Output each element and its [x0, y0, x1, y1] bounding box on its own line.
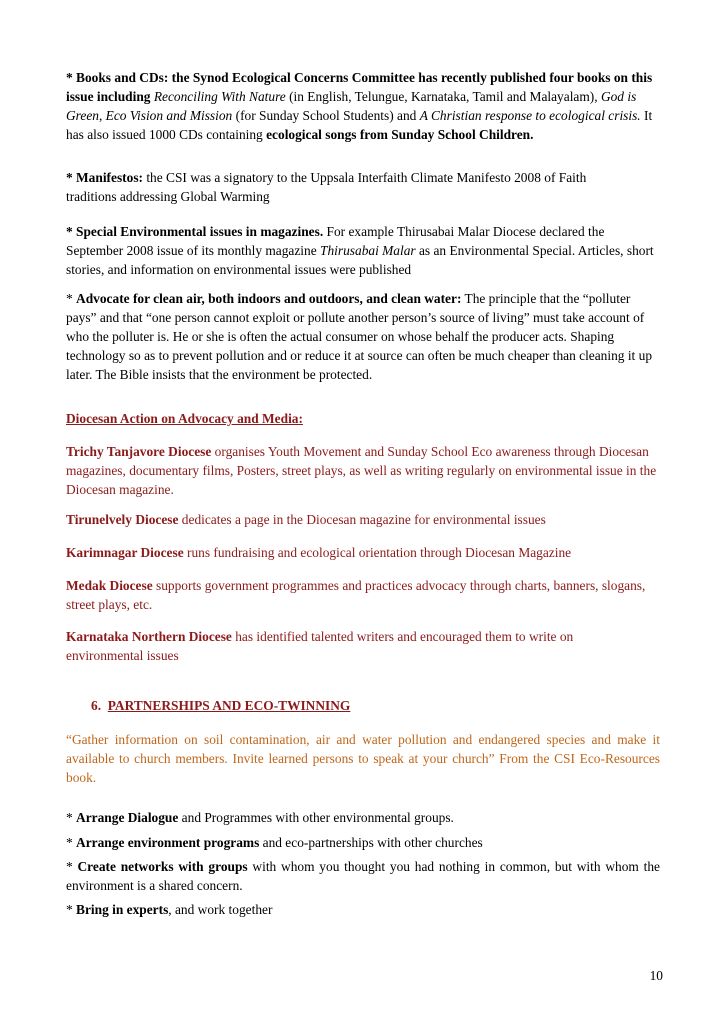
book-title: Eco Vision and Mission [105, 108, 233, 123]
magazines-text: For example Thirusabai Malar Diocese declared the September 2008 issue of its monthly magazine [66, 224, 605, 258]
diocese-item [66, 510, 660, 529]
books-text: It has also issued 1000 CDs containing [66, 108, 653, 142]
diocese-item [66, 576, 660, 614]
diocese-item [66, 627, 646, 665]
diocese-item [66, 442, 660, 499]
books-lead: * Books and CDs: the Synod Ecological Concerns Committee has recently published four books on this issue including [66, 70, 653, 104]
diocese-text: has identified talented writers and encouraged them to write on environmental issues [66, 629, 574, 663]
diocese-name: Trichy Tanjavore Diocese [66, 444, 212, 459]
page-number: 10 [649, 968, 663, 983]
bullet-star: * [66, 810, 77, 825]
diocese-text: dedicates a page in the Diocesan magazine for environmental issues [178, 512, 546, 527]
books-text: (for Sunday School Students) and [232, 108, 420, 123]
advocate-body: The principle that the “polluter pays” and that “one person cannot exploit or pollute another person’s source of living” must take account of who the polluter is. He or she is often the actual consumer on whose behalf the producer acts. Shaping technology so as to prevent pollution and or reduce it at source can often be much cheaper than cleaning it up later. The Bible insists that the environment be protected. [66, 291, 653, 382]
diocese-item [66, 543, 660, 562]
bullet-text: and Programmes with other environmental groups. [178, 810, 454, 825]
bullet-item [66, 857, 660, 895]
bullet-lead: Arrange Dialogue [76, 810, 179, 825]
magazine-title: Thirusabai Malar [320, 243, 416, 258]
bullet-item [66, 900, 660, 919]
magazines-lead: * Special Environmental issues in magazines. [66, 224, 324, 239]
diocese-name: Karimnagar Diocese [66, 545, 184, 560]
bullet-lead: Create networks with groups [77, 859, 248, 874]
bullet-star: * [66, 859, 78, 874]
bullet-item [66, 808, 660, 827]
section-title: PARTNERSHIPS AND ECO-TWINNING [107, 698, 351, 713]
bullet-text: with whom you thought you had nothing in common, but with whom the environment is a shared concern. [66, 859, 660, 893]
bullet-star: * [66, 291, 77, 306]
section-number: 6. [91, 698, 102, 713]
diocesan-heading: Diocesan Action on Advocacy and Media: [66, 411, 303, 426]
advocate-paragraph [66, 289, 660, 384]
books-paragraph [66, 68, 660, 144]
diocese-name: Karnataka Northern Diocese [66, 629, 232, 644]
manifestos-paragraph [66, 168, 606, 206]
books-text: (in English, Telungue, Karnataka, Tamil and Malayalam), [285, 89, 601, 104]
diocese-name: Tirunelvely Diocese [66, 512, 179, 527]
bullet-star: * [66, 835, 77, 850]
manifestos-lead: * Manifestos: [66, 170, 143, 185]
diocese-text: runs fundraising and ecological orientation through Diocesan Magazine [183, 545, 572, 560]
bullet-lead: Bring in experts [76, 902, 169, 917]
book-title: God is Green [66, 89, 637, 123]
diocese-name: Medak Diocese [66, 578, 153, 593]
magazines-paragraph [66, 222, 660, 279]
books-text: , [98, 108, 106, 123]
diocese-text: supports government programmes and practices advocacy through charts, banners, slogans, street plays, etc. [66, 578, 646, 612]
advocate-lead: Advocate for clean air, both indoors and outdoors, and clean water: [76, 291, 462, 306]
magazines-text: as an Environmental Special. Articles, short stories, and information on environmental issues were published [66, 243, 654, 277]
bullet-item [66, 833, 660, 852]
diocese-text: organises Youth Movement and Sunday School Eco awareness through Diocesan magazines, documentary films, Posters, street plays, as well as writing regularly on environmental issue in the Diocesan magazine. [66, 444, 657, 497]
manifestos-body: the CSI was a signatory to the Uppsala Interfaith Climate Manifesto 2008 of Faith traditions addressing Global Warming [66, 170, 587, 204]
bullet-lead: Arrange environment programs [76, 835, 260, 850]
books-cds: ecological songs from Sunday School Children. [266, 127, 534, 142]
eco-resources-quote: “Gather information on soil contamination, air and water pollution and endangered species and make it available to church members. Invite learned persons to speak at your church” From the CSI Eco-Resources book. [66, 732, 660, 785]
bullet-text: , and work together [168, 902, 273, 917]
bullet-star: * [66, 902, 77, 917]
book-title: Reconciling With Nature [153, 89, 286, 104]
section-6-heading [91, 696, 491, 715]
book-title: A Christian response to ecological crisis. [419, 108, 641, 123]
bullet-text: and eco-partnerships with other churches [259, 835, 483, 850]
